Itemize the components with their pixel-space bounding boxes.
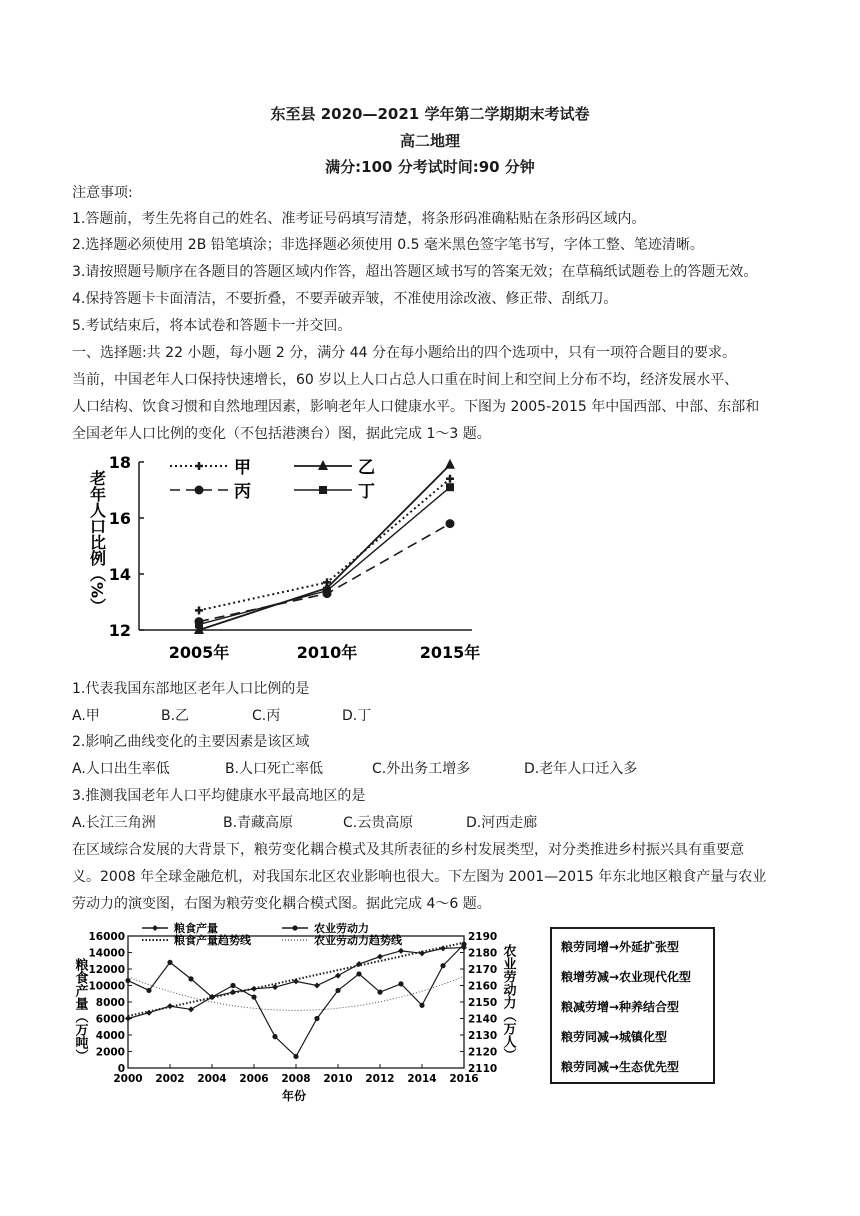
chart2-legend-label: 粮食产量趋势线: [174, 934, 251, 947]
intro-line: 义。2008 年全球金融危机，对我国东北区农业影响也很大。下左图为 2001—2015 年东北地区粮食产量与农业: [72, 869, 767, 885]
chart2-grain-point: [188, 1006, 194, 1012]
chart2-labour-line: [128, 944, 464, 1056]
q2-option-d: D.老年人口迁入多: [524, 761, 638, 777]
chart2-right-tick-label: 2120: [468, 1046, 498, 1059]
chart1-legend-label: 甲: [234, 458, 251, 478]
chart2-labour-point: [377, 990, 382, 995]
chart2-grain-point: [125, 1016, 131, 1022]
elderly-ratio-chart: [72, 450, 492, 670]
chart2-x-tick-label: 2004: [197, 1073, 227, 1085]
exam-title: 东至县 2020—2021 学年第二学期期末考试卷: [270, 105, 590, 123]
q3-option-c: C.云贵高原: [343, 815, 414, 831]
chart1-y-tick-label: 16: [108, 509, 131, 528]
grain-labour-chart: [72, 918, 534, 1108]
chart2-labour-point: [461, 942, 466, 947]
chart2-left-tick-label: 6000: [95, 1013, 125, 1026]
chart2-x-tick-label: 2012: [365, 1073, 395, 1085]
chart2-right-tick-label: 2180: [468, 947, 498, 960]
q2-option-b: B.人口死亡率低: [225, 761, 324, 777]
notice-item: 4.保持答题卡卡面清洁，不要折叠，不要弄破弄皱，不准使用涂改液、修正带、刮纸刀。: [72, 291, 618, 307]
chart1-x-tick-label: 2010年: [296, 643, 358, 662]
chart1-y-tick-label: 18: [108, 453, 131, 472]
chart1-legend-marker: [318, 460, 328, 470]
chart2-labour-point: [167, 960, 172, 965]
chart2-x-tick-label: 2000: [113, 1073, 143, 1085]
subject-title: 高二地理: [399, 132, 460, 150]
chart1-x-tick-label: 2015年: [419, 643, 481, 662]
q2-option-c: C.外出务工增多: [372, 761, 471, 777]
question-3-stem: 3.推测我国老年人口平均健康水平最高地区的是: [72, 788, 366, 804]
chart1-point: [446, 519, 455, 528]
chart2-grain-point: [167, 1003, 173, 1009]
chart2-labour-point: [398, 981, 403, 986]
chart2-legend-marker: [292, 925, 297, 930]
chart1-legend-label: 丙: [234, 482, 251, 502]
chart2-labour-point: [125, 978, 130, 983]
chart2-left-tick-label: 2000: [95, 1046, 125, 1059]
chart2-right-tick-label: 2160: [468, 980, 498, 993]
pattern-item: 粮劳同增→外延扩张型: [561, 940, 680, 954]
chart2-grain-point: [314, 983, 320, 989]
chart2-x-tick-label: 2006: [239, 1073, 269, 1085]
chart2-labour-point: [419, 1003, 424, 1008]
chart2-left-tick-label: 10000: [88, 980, 125, 993]
chart2-plot-frame: [128, 936, 464, 1068]
chart2-right-tick-label: 2150: [468, 997, 498, 1009]
chart2-right-tick-label: 2130: [468, 1030, 498, 1042]
chart2-left-tick-label: 12000: [88, 964, 125, 976]
intro-line: 人口结构、饮食习惯和自然地理因素，影响老年人口健康水平。下图为 2005-2015 年中国西部、中部、东部和: [72, 399, 760, 415]
chart2-left-tick-label: 8000: [95, 997, 125, 1009]
chart2-grain-point: [419, 950, 425, 956]
chart1-legend-marker: [319, 486, 327, 494]
chart2-grain-point: [377, 954, 383, 960]
chart2-legend-label: 粮食产量: [174, 922, 218, 935]
q1-option-c: C.丙: [252, 708, 281, 724]
chart1-point: [446, 475, 454, 483]
intro-line: 当前，中国老年人口保持快速增长，60 岁以上人口占总人口重在时间上和空间上分布不均，经济发展水平、: [72, 372, 739, 388]
chart2-labour-point: [146, 988, 151, 993]
chart2-labour-point: [335, 988, 340, 993]
chart2-grain-point: [356, 961, 362, 967]
chart1-legend-label: 丁: [358, 482, 375, 502]
chart2-x-tick-label: 2014: [407, 1073, 437, 1085]
q1-option-b: B.乙: [161, 708, 190, 724]
chart2-left-tick-label: 0: [117, 1063, 125, 1075]
chart2-right-tick-label: 2170: [468, 964, 498, 976]
chart1-ylabel: 老年人口比例（%）: [87, 470, 107, 615]
question-1-stem: 1.代表我国东部地区老年人口比例的是: [72, 681, 310, 697]
intro-line: 全国老年人口比例的变化（不包括港澳台）图，据此完成 1～3 题。: [72, 426, 491, 442]
chart2-left-tick-label: 16000: [88, 931, 125, 943]
chart1-legend-marker: [195, 486, 204, 495]
chart2-labour-point: [272, 1034, 277, 1039]
chart1-legend-label: 乙: [358, 458, 375, 478]
q3-option-b: B.青藏高原: [223, 815, 294, 831]
chart1-point: [323, 587, 331, 595]
q3-option-d: D.河西走廊: [466, 815, 538, 831]
chart2-x-tick-label: 2002: [155, 1073, 185, 1085]
chart2-labour-point: [356, 971, 361, 976]
notice-item: 5.考试结束后，将本试卷和答题卡一并交回。: [72, 318, 352, 334]
chart2-legend-marker: [152, 925, 158, 931]
q2-option-a: A.人口出生率低: [72, 761, 170, 777]
chart2-legend-label: 农业劳动力: [314, 922, 369, 935]
pattern-item: 粮劳同减→城镇化型: [561, 1030, 668, 1044]
chart2-labour-point: [251, 994, 256, 999]
chart2-grain-point: [398, 948, 404, 954]
chart2-labour-point: [293, 1054, 298, 1059]
chart2-labour-point: [209, 994, 214, 999]
chart1-point: [445, 459, 455, 469]
chart2-grain-point: [146, 1010, 152, 1016]
chart1-x-tick-label: 2005年: [168, 643, 230, 662]
pattern-item: 粮增劳减→农业现代化型: [561, 970, 692, 984]
chart2-left-tick-label: 4000: [95, 1030, 125, 1042]
q1-option-a: A.甲: [72, 708, 100, 724]
chart2-labour-point: [440, 963, 445, 968]
pattern-item: 粮劳同减→生态优先型: [561, 1060, 680, 1074]
chart2-x-tick-label: 2008: [281, 1073, 311, 1085]
intro-line: 在区域综合发展的大背景下，粮劳变化耦合模式及其所表征的乡村发展类型，对分类推进乡村振兴具有重要意: [72, 842, 744, 858]
chart2-right-tick-label: 2110: [468, 1063, 498, 1075]
chart2-right-tick-label: 2140: [468, 1013, 498, 1026]
q1-option-d: D.丁: [342, 708, 372, 724]
notice-item: 2.选择题必须使用 2B 铅笔填涂；非选择题必须使用 0.5 毫米黑色签字笔书写，字体工整、笔迹清晰。: [72, 237, 704, 253]
score-time: 满分:100 分考试时间:90 分钟: [325, 158, 535, 176]
chart2-legend-label: 农业劳动力趋势线: [314, 934, 402, 947]
question-2-stem: 2.影响乙曲线变化的主要因素是该区域: [72, 734, 310, 750]
chart2-grain-point: [440, 945, 446, 951]
chart2-x-tick-label: 2010: [323, 1073, 353, 1085]
chart1-point: [195, 620, 203, 628]
coupling-pattern-box: [547, 926, 719, 1088]
pattern-item: 粮减劳增→种养结合型: [561, 1000, 680, 1014]
chart1-point: [195, 606, 203, 614]
chart2-xlabel: 年份: [281, 1089, 307, 1103]
chart1-series-3-line: [199, 524, 450, 622]
chart2-grain-point: [251, 986, 257, 992]
notice-heading: 注意事项:: [72, 185, 133, 201]
notice-item: 3.请按照题号顺序在各题目的答题区域内作答，超出答题区域书写的答案无效；在草稿纸试题卷上的答题无效。: [72, 264, 758, 280]
chart2-labour-point: [188, 976, 193, 981]
chart1-y-tick-label: 12: [108, 621, 131, 640]
chart1-legend-marker: [195, 462, 203, 470]
intro-line: 劳动力的演变图，右图为粮劳变化耦合模式图。据此完成 4～6 题。: [72, 896, 491, 912]
chart2-grain-point: [335, 973, 341, 979]
chart1-point: [446, 483, 454, 491]
chart2-left-tick-label: 14000: [88, 947, 125, 960]
chart2-grain-point: [293, 978, 299, 984]
chart1-series-4-line: [199, 487, 450, 624]
chart2-ylabel-left: 粮食产量（万吨）: [72, 958, 88, 1062]
chart2-labour-point: [314, 1016, 319, 1021]
section-heading: 一、选择题:共 22 小题，每小题 2 分，满分 44 分在每小题给出的四个选项中，只有一项符合题目的要求。: [72, 345, 736, 361]
q3-option-a: A.长江三角洲: [72, 815, 156, 831]
chart2-ylabel-right: 农业劳动力（万人）: [500, 944, 516, 1061]
chart2-labour-point: [230, 983, 235, 988]
chart1-y-tick-label: 14: [108, 565, 131, 584]
notice-item: 1.答题前，考生先将自己的姓名、准考证号码填写清楚，将条形码准确粘贴在条形码区域内。: [72, 211, 646, 227]
chart2-right-tick-label: 2190: [468, 931, 498, 943]
chart2-x-tick-label: 2016: [449, 1073, 479, 1085]
